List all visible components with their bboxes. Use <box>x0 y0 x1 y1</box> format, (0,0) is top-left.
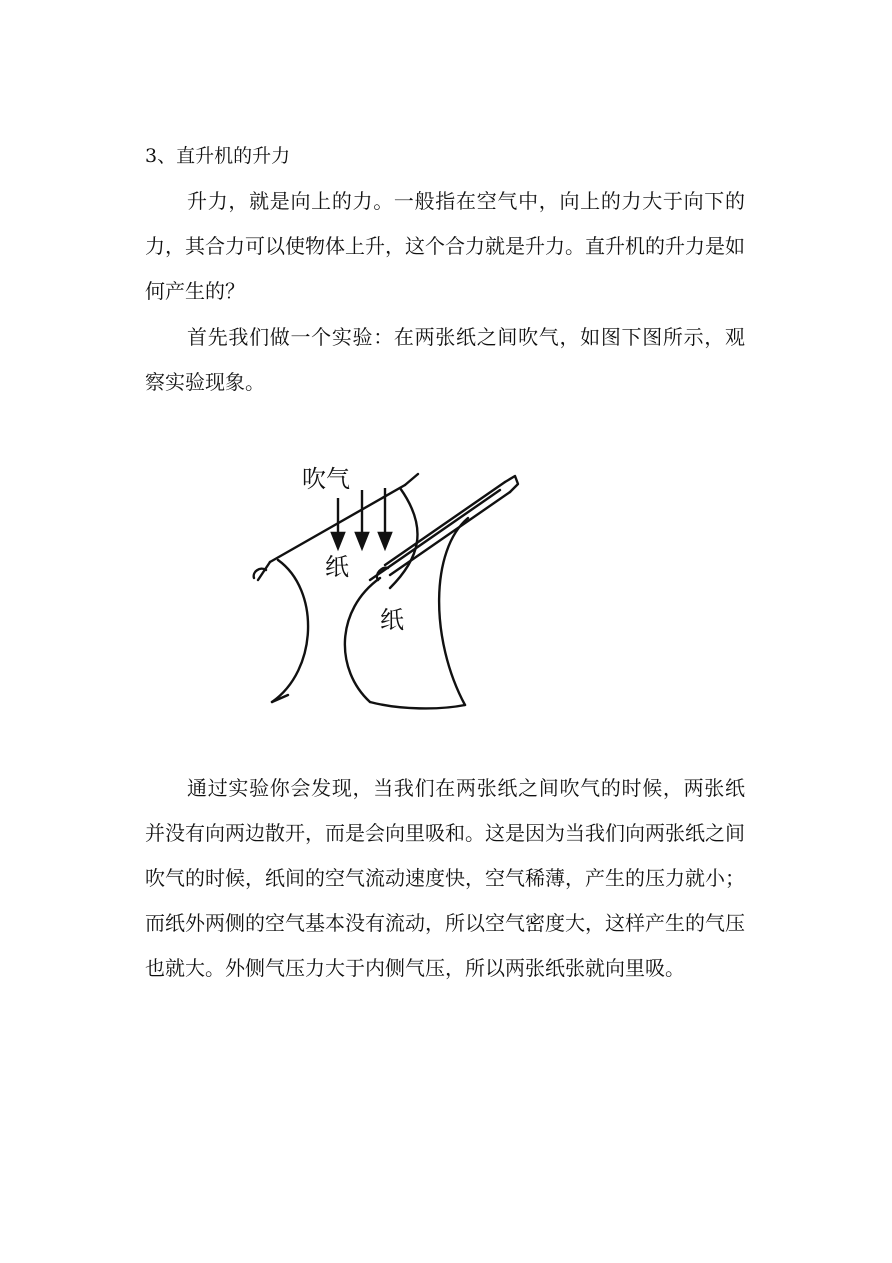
right-paper-label: 纸 <box>380 606 404 634</box>
left-paper-left-side <box>272 560 308 702</box>
paragraph-experiment-intro: 首先我们做一个实验：在两张纸之间吹气，如图下图所示，观察实验现象。 <box>145 325 745 394</box>
paragraph-experiment-explanation: 通过实验你会发现，当我们在两张纸之间吹气的时候，两张纸并没有向两边散开，而是会向里吸和。这是因为当我们向两张纸之间吹气的时候，纸间的空气流动速度快，空气稀薄，产生的压力就小；而纸外两侧的空气基本没有流动，所以空气密度大，这样产生的气压也就大。外侧气压力大于内侧气压，所以两张纸张就向里吸。 <box>145 776 745 980</box>
right-paper-left-side <box>345 578 380 702</box>
right-rod-lower <box>390 492 510 575</box>
paragraph-lift-definition: 升力，就是向上的力。一般指在空气中，向上的力大于向下的力，其合力可以使物体上升，这个合力就是升力。直升机的升力是如何产生的？ <box>145 189 745 303</box>
right-rod-tip <box>505 476 518 492</box>
blow-arrow-2-head <box>356 533 368 548</box>
right-paper-right-side <box>439 518 468 705</box>
blow-arrow-1-head <box>332 533 344 548</box>
right-paper-bottom-edge <box>370 702 465 708</box>
paper-blowing-figure <box>240 440 540 725</box>
blow-arrow-3-head <box>379 533 391 548</box>
blow-label: 吹气 <box>302 465 350 493</box>
left-paper-label: 纸 <box>325 553 349 581</box>
section-heading: 3、直升机的升力 <box>145 145 291 167</box>
paper-blowing-illustration <box>240 440 540 725</box>
